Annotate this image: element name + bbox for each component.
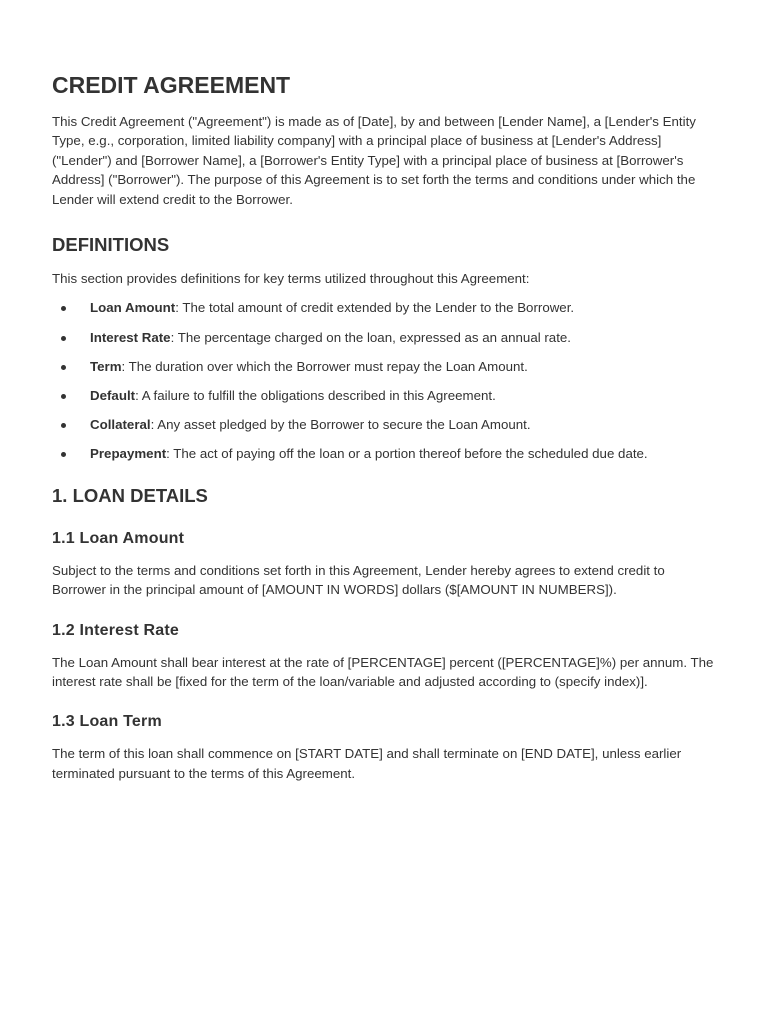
definition-item-interest-rate: [52, 328, 722, 347]
bullet-icon: [61, 336, 66, 341]
document-title: CREDIT AGREEMENT: [52, 72, 291, 98]
loan-term-heading: 1.3 Loan Term: [52, 713, 162, 731]
loan-amount-paragraph: Subject to the terms and conditions set forth in this Agreement, Lender hereby agrees to extend credit to Borrower in the principal amount of [AMOUNT IN WORDS] dollars ($[AMOUNT IN NUMBERS]).: [52, 562, 665, 598]
bullet-icon: [61, 452, 66, 457]
bullet-icon: [61, 394, 66, 399]
definition-item-loan-amount: [52, 298, 722, 317]
definition-text: : Any asset pledged by the Borrower to secure the Loan Amount.: [150, 417, 531, 433]
document-page: [52, 70, 722, 803]
definition-item-default: [52, 386, 722, 405]
definition-text: : The duration over which the Borrower must repay the Loan Amount.: [121, 358, 528, 374]
bullet-icon: [61, 365, 66, 370]
definition-item-prepayment: [52, 444, 722, 463]
definition-term: Prepayment: [90, 446, 167, 462]
intro-paragraph: This Credit Agreement ("Agreement") is made as of [Date], by and between [Lender Name], a [Lender's Entity Type, e.g., corporation, limited liability company] with a principal place of business at [Lender's Address] ("Lender") and [Borrower Name], a [Borrower's Entity Type] with a principal place of business at [Borrower's Address] ("Borrower"). The purpose of this Agreement is to set forth the terms and conditions under which the Lender will extend credit to the Borrower.: [52, 114, 696, 207]
definition-text: : The total amount of credit extended by the Lender to the Borrower.: [175, 300, 575, 316]
definitions-list: [52, 298, 722, 463]
definition-term: Collateral: [90, 417, 151, 433]
definition-text: : The act of paying off the loan or a portion thereof before the scheduled due date.: [166, 446, 648, 462]
bullet-icon: [61, 306, 66, 311]
definition-term: Loan Amount: [90, 300, 176, 316]
definition-item-term: [52, 357, 722, 376]
definition-text: : The percentage charged on the loan, expressed as an annual rate.: [170, 329, 571, 345]
loan-term-paragraph: The term of this loan shall commence on [START DATE] and shall terminate on [END DATE], unless earlier terminated pursuant to the terms of this Agreement.: [52, 746, 682, 781]
interest-rate-paragraph: The Loan Amount shall bear interest at the rate of [PERCENTAGE] percent ([PERCENTAGE]%) per annum. The interest rate shall be [fixed for the term of the loan/variable and adjusted according to (specify index)].: [52, 654, 714, 690]
interest-rate-heading: 1.2 Interest Rate: [52, 621, 180, 639]
definition-item-collateral: [52, 415, 722, 434]
definition-term: Interest Rate: [90, 329, 171, 345]
loan-amount-heading: 1.1 Loan Amount: [52, 529, 185, 547]
definitions-intro: This section provides definitions for key terms utilized throughout this Agreement:: [52, 271, 530, 287]
loan-details-heading: 1. LOAN DETAILS: [52, 484, 208, 506]
definitions-heading: DEFINITIONS: [52, 234, 170, 256]
definition-term: Term: [90, 358, 122, 374]
definition-term: Default: [90, 388, 136, 404]
bullet-icon: [61, 423, 66, 428]
definition-text: : A failure to fulfill the obligations described in this Agreement.: [135, 388, 496, 404]
